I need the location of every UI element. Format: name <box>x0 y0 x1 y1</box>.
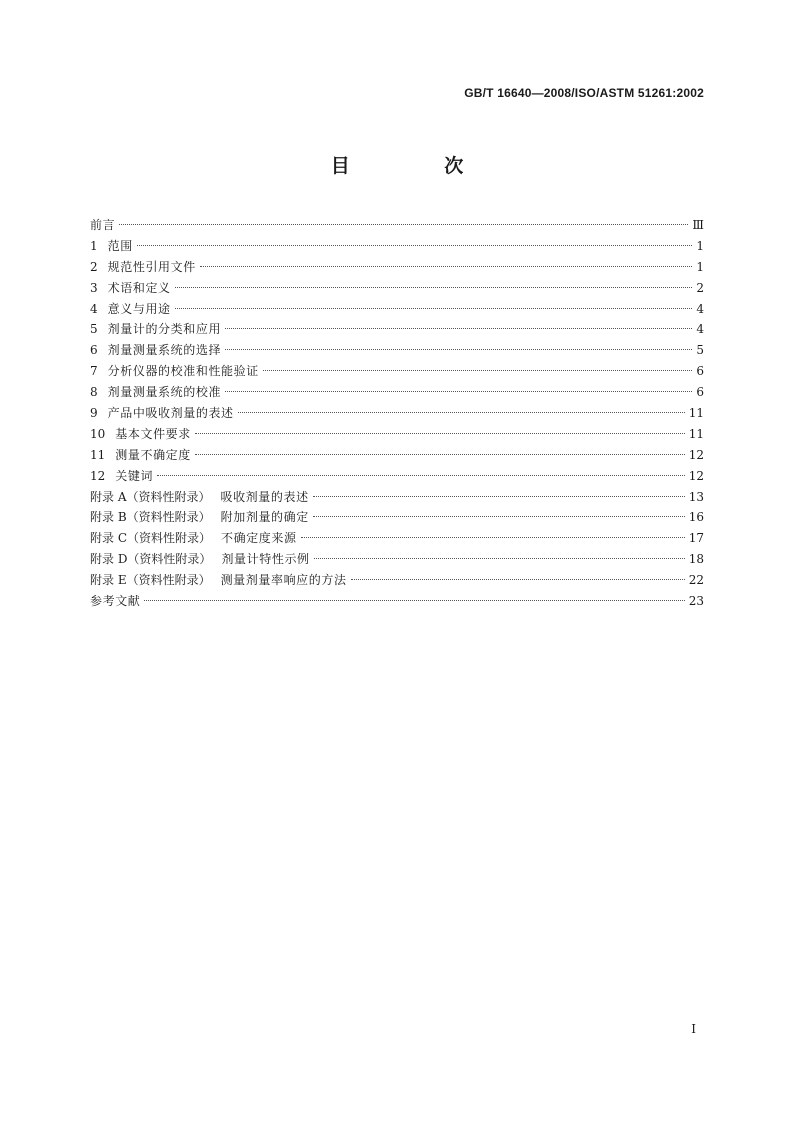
toc-entry-label: 不确定度来源 <box>221 531 297 546</box>
dot-leader <box>137 245 692 246</box>
toc-entry-label: 关键词 <box>115 468 154 483</box>
toc-entry-label: 产品中吸收剂量的表述 <box>107 406 234 421</box>
toc-entry[interactable] <box>90 507 704 528</box>
dot-leader <box>144 600 684 601</box>
toc-entry[interactable] <box>90 591 704 612</box>
toc-entry-label: 剂量测量系统的校准 <box>107 385 222 400</box>
toc-entry[interactable] <box>90 215 704 236</box>
toc-entry-label: 吸收剂量的表述 <box>220 489 309 504</box>
dot-leader <box>195 433 685 434</box>
toc-entry-page: Ⅲ <box>692 218 704 232</box>
toc-entry-label: 基本文件要求 <box>115 426 191 441</box>
toc-entry-page: 4 <box>696 301 704 316</box>
toc-entry[interactable] <box>90 319 704 340</box>
toc-entry[interactable] <box>90 549 704 570</box>
dot-leader <box>263 370 692 371</box>
toc-entry-number: 8 <box>90 385 98 400</box>
toc-entry-number: 2 <box>90 259 98 274</box>
page-title: 目 次 <box>330 155 508 177</box>
toc-entry[interactable] <box>90 382 704 403</box>
toc-entry[interactable] <box>90 445 704 466</box>
dot-leader <box>225 349 692 350</box>
toc-entry-label: 分析仪器的校准和性能验证 <box>107 364 259 379</box>
toc-entry-label: 术语和定义 <box>107 280 171 295</box>
toc-entry-number: 7 <box>90 364 98 379</box>
toc-entry-label: 规范性引用文件 <box>107 259 196 274</box>
toc-entry-page: 17 <box>688 531 704 546</box>
toc-entry-page: 12 <box>688 468 704 483</box>
toc-entry-number: 附录 E（资料性附录） <box>90 573 211 588</box>
toc-entry-label: 剂量测量系统的选择 <box>107 343 222 358</box>
dot-leader <box>225 328 692 329</box>
toc-entry-number: 11 <box>90 447 106 462</box>
toc-entry[interactable] <box>90 466 704 487</box>
toc-entry[interactable] <box>90 340 704 361</box>
toc-entry-page: 11 <box>688 406 704 421</box>
dot-leader <box>351 579 685 580</box>
dot-leader <box>313 496 685 497</box>
toc-entry-page: 12 <box>688 447 704 462</box>
dot-leader <box>238 412 685 413</box>
toc-entry-page: 1 <box>696 259 704 274</box>
toc-entry[interactable] <box>90 361 704 382</box>
toc-entry-page: 6 <box>696 385 704 400</box>
toc-entry-label: 剂量计特性示例 <box>221 552 310 567</box>
page-number: I <box>691 1022 696 1036</box>
toc-entry-label: 剂量计的分类和应用 <box>107 322 222 337</box>
standard-number: GB/T 16640—2008/ISO/ASTM 51261:2002 <box>464 86 704 100</box>
toc-entry-number: 附录 A（资料性附录） <box>90 489 211 504</box>
dot-leader <box>301 537 685 538</box>
toc-entry-number: 3 <box>90 280 98 295</box>
toc-entry-page: 22 <box>688 573 704 588</box>
toc-entry-number: 12 <box>90 468 106 483</box>
toc-entry[interactable] <box>90 299 704 320</box>
toc-entry-page: 18 <box>688 552 704 567</box>
toc-entry-page: 6 <box>696 364 704 379</box>
toc-entry-label: 范围 <box>107 238 133 253</box>
toc-entry-number: 附录 D（资料性附录） <box>90 552 212 567</box>
toc-entry-page: 2 <box>696 280 704 295</box>
toc-entry[interactable] <box>90 278 704 299</box>
toc-entry[interactable] <box>90 424 704 445</box>
dot-leader <box>225 391 692 392</box>
toc-entry-page: 16 <box>688 510 704 525</box>
toc-entry[interactable] <box>90 403 704 424</box>
toc-entry-number: 1 <box>90 238 98 253</box>
dot-leader <box>119 224 688 225</box>
dot-leader <box>200 266 692 267</box>
toc-entry[interactable] <box>90 236 704 257</box>
toc-entry[interactable] <box>90 570 704 591</box>
toc-entry-label: 测量剂量率响应的方法 <box>220 573 347 588</box>
toc-entry-label: 附加剂量的确定 <box>220 510 309 525</box>
toc-entry-page: 1 <box>696 238 704 253</box>
toc-entry[interactable] <box>90 257 704 278</box>
toc-entry-number: 附录 B（资料性附录） <box>90 510 211 525</box>
dot-leader <box>314 558 685 559</box>
toc-entry-number: 4 <box>90 301 98 316</box>
toc-entry-number: 6 <box>90 343 98 358</box>
toc-entry-number: 附录 C（资料性附录） <box>90 531 211 546</box>
dot-leader <box>157 475 685 476</box>
toc-entry-page: 13 <box>688 489 704 504</box>
table-of-contents <box>90 215 704 612</box>
toc-entry[interactable] <box>90 487 704 508</box>
toc-entry-page: 23 <box>688 594 704 609</box>
toc-entry-number: 10 <box>90 426 106 441</box>
dot-leader <box>195 454 685 455</box>
toc-entry-label: 参考文献 <box>90 594 141 609</box>
toc-entry-number: 9 <box>90 406 98 421</box>
toc-entry-page: 5 <box>696 343 704 358</box>
toc-entry-label: 意义与用途 <box>107 301 171 316</box>
toc-entry-label: 测量不确定度 <box>115 447 191 462</box>
toc-entry-number: 5 <box>90 322 98 337</box>
toc-entry-page: 11 <box>688 426 704 441</box>
toc-entry-page: 4 <box>696 322 704 337</box>
toc-entry-label: 前言 <box>90 218 116 232</box>
dot-leader <box>313 516 685 517</box>
toc-entry[interactable] <box>90 528 704 549</box>
dot-leader <box>175 308 692 309</box>
dot-leader <box>175 287 692 288</box>
